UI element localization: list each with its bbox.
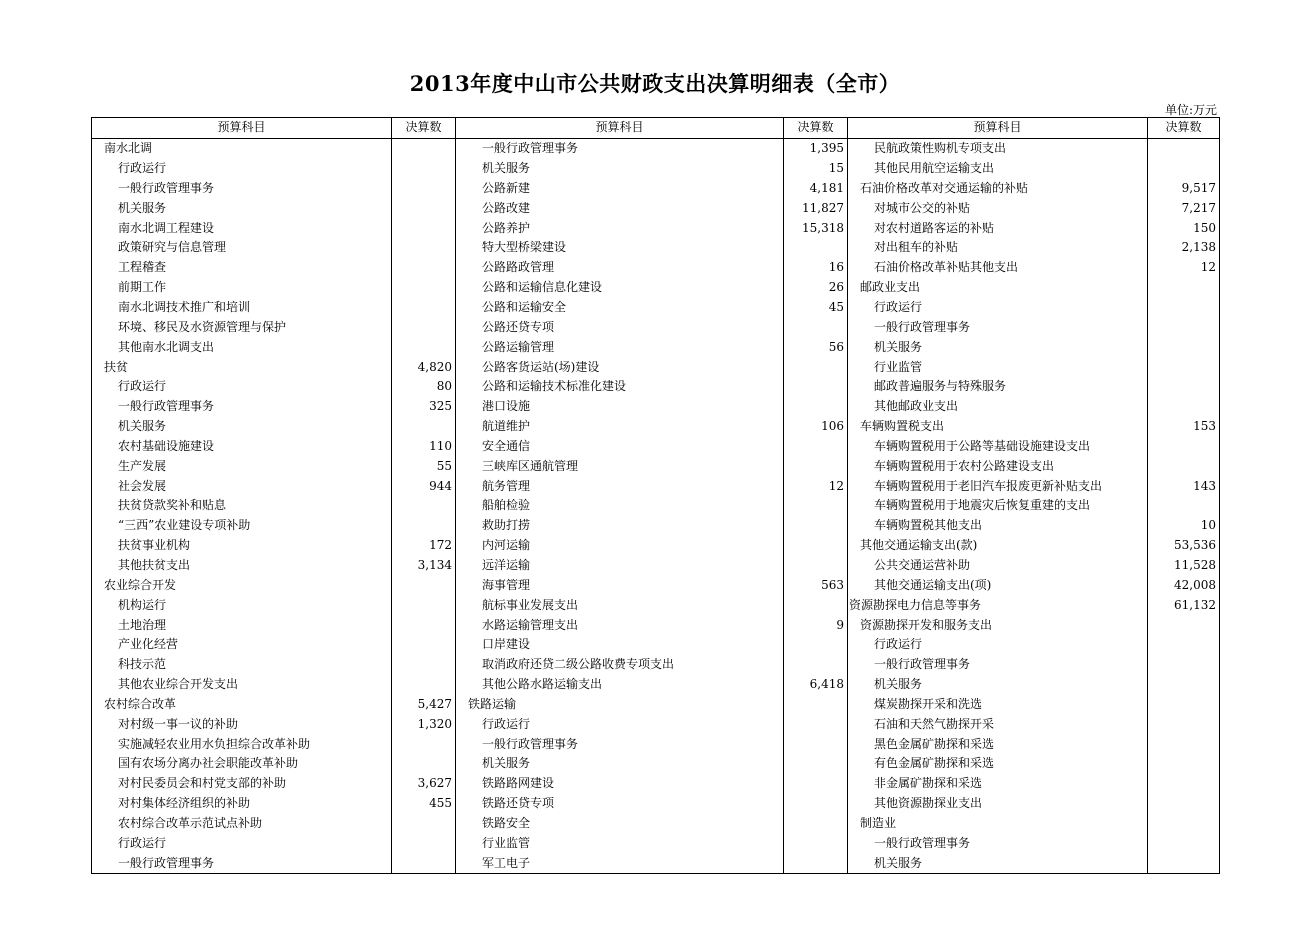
table-row	[92, 694, 1220, 714]
amount-cell	[1148, 456, 1220, 476]
table-row	[92, 675, 1220, 695]
table-header-row	[92, 118, 1220, 139]
amount-cell	[392, 179, 456, 199]
amount-cell: 110	[392, 437, 456, 457]
table-row	[92, 278, 1220, 298]
subject-cell: 海事管理	[456, 575, 784, 595]
unit-label: 单位:万元	[1164, 103, 1217, 117]
subject-cell: 对农村道路客运的补贴	[848, 218, 1148, 238]
subject-cell: 其他民用航空运输支出	[848, 159, 1148, 179]
subject-cell: 行业监管	[456, 833, 784, 853]
subject-cell: 对城市公交的补贴	[848, 198, 1148, 218]
table-row	[92, 714, 1220, 734]
subject-cell: 行政运行	[848, 635, 1148, 655]
subject-cell: 机构运行	[92, 595, 392, 615]
subject-cell: 机关服务	[848, 675, 1148, 695]
subject-cell: 安全通信	[456, 437, 784, 457]
subject-cell: 非金属矿勘探和采选	[848, 774, 1148, 794]
amount-cell	[1148, 496, 1220, 516]
subject-cell: 南水北调	[92, 138, 392, 158]
amount-cell	[1148, 754, 1220, 774]
amount-cell	[1148, 437, 1220, 457]
subject-cell: 三峡库区通航管理	[456, 456, 784, 476]
subject-cell: 南水北调工程建设	[92, 218, 392, 238]
table-row	[92, 437, 1220, 457]
subject-cell: 车辆购置税用于老旧汽车报废更新补贴支出	[848, 476, 1148, 496]
amount-cell: 150	[1148, 218, 1220, 238]
amount-cell	[392, 337, 456, 357]
subject-cell: 港口设施	[456, 397, 784, 417]
subject-cell: 石油价格改革对交通运输的补贴	[848, 179, 1148, 199]
amount-cell	[392, 575, 456, 595]
amount-cell	[392, 615, 456, 635]
subject-cell: 取消政府还贷二级公路收费专项支出	[456, 655, 784, 675]
subject-cell: 机关服务	[456, 754, 784, 774]
table-row	[92, 575, 1220, 595]
table-row	[92, 635, 1220, 655]
subject-cell: 一般行政管理事务	[92, 179, 392, 199]
amount-cell	[784, 714, 848, 734]
amount-cell	[784, 635, 848, 655]
table-row	[92, 218, 1220, 238]
subject-cell: 一般行政管理事务	[848, 655, 1148, 675]
header-subject-3: 预算科目	[848, 118, 1148, 139]
amount-cell	[784, 556, 848, 576]
amount-cell	[1148, 357, 1220, 377]
amount-cell	[1148, 159, 1220, 179]
subject-cell: 一般行政管理事务	[456, 138, 784, 158]
subject-cell: 公路新建	[456, 179, 784, 199]
amount-cell	[392, 317, 456, 337]
table-row	[92, 397, 1220, 417]
amount-cell: 3,627	[392, 774, 456, 794]
amount-cell	[1148, 734, 1220, 754]
amount-cell	[1148, 278, 1220, 298]
amount-cell: 563	[784, 575, 848, 595]
table-row	[92, 814, 1220, 834]
table-row	[92, 794, 1220, 814]
amount-cell: 6,418	[784, 675, 848, 695]
subject-cell: 车辆购置税用于农村公路建设支出	[848, 456, 1148, 476]
amount-cell	[784, 734, 848, 754]
subject-cell: 行政运行	[92, 159, 392, 179]
amount-cell: 455	[392, 794, 456, 814]
amount-cell	[784, 595, 848, 615]
amount-cell	[392, 278, 456, 298]
subject-cell: 公路和运输技术标准化建设	[456, 377, 784, 397]
amount-cell	[784, 655, 848, 675]
amount-cell	[1148, 397, 1220, 417]
subject-cell: 石油价格改革补贴其他支出	[848, 258, 1148, 278]
amount-cell	[784, 754, 848, 774]
subject-cell: 救助打捞	[456, 516, 784, 536]
amount-cell: 15,318	[784, 218, 848, 238]
amount-cell	[784, 694, 848, 714]
subject-cell: 其他南水北调支出	[92, 337, 392, 357]
subject-cell: 扶贫贷款奖补和贴息	[92, 496, 392, 516]
subject-cell: 铁路安全	[456, 814, 784, 834]
amount-cell	[392, 595, 456, 615]
amount-cell: 106	[784, 417, 848, 437]
table-row	[92, 556, 1220, 576]
table-row	[92, 833, 1220, 853]
subject-cell: 民航政策性购机专项支出	[848, 138, 1148, 158]
amount-cell: 143	[1148, 476, 1220, 496]
amount-cell	[784, 238, 848, 258]
amount-cell	[784, 516, 848, 536]
amount-cell	[392, 635, 456, 655]
table-row	[92, 159, 1220, 179]
amount-cell	[392, 218, 456, 238]
amount-cell: 944	[392, 476, 456, 496]
amount-cell	[1148, 337, 1220, 357]
table-row	[92, 734, 1220, 754]
amount-cell: 4,181	[784, 179, 848, 199]
subject-cell: 内河运输	[456, 536, 784, 556]
subject-cell: 车辆购置税支出	[848, 417, 1148, 437]
subject-cell: 公路还贷专项	[456, 317, 784, 337]
subject-cell: 前期工作	[92, 278, 392, 298]
table-row	[92, 298, 1220, 318]
header-subject-2: 预算科目	[456, 118, 784, 139]
amount-cell	[392, 198, 456, 218]
subject-cell: 其他交通运输支出(项)	[848, 575, 1148, 595]
subject-cell: 其他邮政业支出	[848, 397, 1148, 417]
table-row	[92, 198, 1220, 218]
amount-cell	[1148, 814, 1220, 834]
table-row	[92, 357, 1220, 377]
subject-cell: 公路客货运站(场)建设	[456, 357, 784, 377]
amount-cell: 12	[1148, 258, 1220, 278]
subject-cell: 公路路政管理	[456, 258, 784, 278]
table-row	[92, 496, 1220, 516]
amount-cell: 4,820	[392, 357, 456, 377]
table-row	[92, 516, 1220, 536]
subject-cell: 其他公路水路运输支出	[456, 675, 784, 695]
subject-cell: 生产发展	[92, 456, 392, 476]
subject-cell: 环境、移民及水资源管理与保护	[92, 317, 392, 337]
amount-cell: 1,320	[392, 714, 456, 734]
subject-cell: 农村综合改革示范试点补助	[92, 814, 392, 834]
amount-cell	[392, 496, 456, 516]
header-amount-1: 决算数	[392, 118, 456, 139]
subject-cell: 航务管理	[456, 476, 784, 496]
amount-cell	[1148, 298, 1220, 318]
subject-cell: 行政运行	[848, 298, 1148, 318]
amount-cell: 15	[784, 159, 848, 179]
amount-cell	[392, 675, 456, 695]
amount-cell: 80	[392, 377, 456, 397]
amount-cell	[1148, 675, 1220, 695]
subject-cell: 公共交通运营补助	[848, 556, 1148, 576]
amount-cell: 16	[784, 258, 848, 278]
amount-cell	[1148, 317, 1220, 337]
subject-cell: 其他扶贫支出	[92, 556, 392, 576]
amount-cell: 26	[784, 278, 848, 298]
amount-cell: 5,427	[392, 694, 456, 714]
amount-cell: 53,536	[1148, 536, 1220, 556]
amount-cell	[392, 655, 456, 675]
amount-cell: 11,528	[1148, 556, 1220, 576]
subject-cell: 公路养护	[456, 218, 784, 238]
table-row	[92, 476, 1220, 496]
amount-cell	[392, 516, 456, 536]
amount-cell: 1,395	[784, 138, 848, 158]
amount-cell: 42,008	[1148, 575, 1220, 595]
amount-cell	[392, 238, 456, 258]
subject-cell: 扶贫	[92, 357, 392, 377]
subject-cell: 对村集体经济组织的补助	[92, 794, 392, 814]
subject-cell: 行政运行	[92, 377, 392, 397]
subject-cell: 社会发展	[92, 476, 392, 496]
amount-cell	[1148, 377, 1220, 397]
subject-cell: 车辆购置税用于地震灾后恢复重建的支出	[848, 496, 1148, 516]
table-row	[92, 655, 1220, 675]
table-row	[92, 258, 1220, 278]
subject-cell: 一般行政管理事务	[456, 734, 784, 754]
subject-cell: 实施减轻农业用水负担综合改革补助	[92, 734, 392, 754]
table-row	[92, 377, 1220, 397]
amount-cell	[1148, 615, 1220, 635]
amount-cell: 55	[392, 456, 456, 476]
amount-cell	[1148, 774, 1220, 794]
subject-cell: 政策研究与信息管理	[92, 238, 392, 258]
subject-cell: 口岸建设	[456, 635, 784, 655]
subject-cell: 科技示范	[92, 655, 392, 675]
amount-cell: 12	[784, 476, 848, 496]
subject-cell: 农村综合改革	[92, 694, 392, 714]
table-row	[92, 456, 1220, 476]
amount-cell	[784, 317, 848, 337]
amount-cell	[392, 138, 456, 158]
amount-cell	[1148, 655, 1220, 675]
amount-cell	[784, 456, 848, 476]
amount-cell	[784, 833, 848, 853]
subject-cell: 机关服务	[456, 159, 784, 179]
subject-cell: 对村民委员会和村党支部的补助	[92, 774, 392, 794]
subject-cell: 黑色金属矿勘探和采选	[848, 734, 1148, 754]
table-row	[92, 754, 1220, 774]
amount-cell	[392, 159, 456, 179]
subject-cell: 工程稽查	[92, 258, 392, 278]
amount-cell	[1148, 138, 1220, 158]
amount-cell	[1148, 714, 1220, 734]
subject-cell: 机关服务	[848, 853, 1148, 873]
amount-cell: 56	[784, 337, 848, 357]
amount-cell	[784, 774, 848, 794]
amount-cell: 7,217	[1148, 198, 1220, 218]
subject-cell: 其他农业综合开发支出	[92, 675, 392, 695]
amount-cell	[392, 258, 456, 278]
subject-cell: 车辆购置税其他支出	[848, 516, 1148, 536]
subject-cell: 邮政普遍服务与特殊服务	[848, 377, 1148, 397]
subject-cell: 资源勘探电力信息等事务	[848, 595, 1148, 615]
amount-cell	[784, 397, 848, 417]
amount-cell: 9,517	[1148, 179, 1220, 199]
subject-cell: 产业化经营	[92, 635, 392, 655]
subject-cell: 军工电子	[456, 853, 784, 873]
subject-cell: 车辆购置税用于公路等基础设施建设支出	[848, 437, 1148, 457]
amount-cell	[392, 754, 456, 774]
amount-cell: 3,134	[392, 556, 456, 576]
subject-cell: 铁路还贷专项	[456, 794, 784, 814]
amount-cell: 11,827	[784, 198, 848, 218]
amount-cell: 172	[392, 536, 456, 556]
subject-cell: 公路运输管理	[456, 337, 784, 357]
subject-cell: 航道维护	[456, 417, 784, 437]
header-amount-3: 决算数	[1148, 118, 1220, 139]
subject-cell: 农村基础设施建设	[92, 437, 392, 457]
subject-cell: “三西”农业建设专项补助	[92, 516, 392, 536]
amount-cell	[392, 814, 456, 834]
subject-cell: 航标事业发展支出	[456, 595, 784, 615]
subject-cell: 有色金属矿勘探和采选	[848, 754, 1148, 774]
subject-cell: 农业综合开发	[92, 575, 392, 595]
subject-cell: 远洋运输	[456, 556, 784, 576]
table-row	[92, 595, 1220, 615]
subject-cell: 一般行政管理事务	[848, 317, 1148, 337]
header-subject-1: 预算科目	[92, 118, 392, 139]
amount-cell	[392, 734, 456, 754]
amount-cell	[1148, 833, 1220, 853]
subject-cell: 公路和运输安全	[456, 298, 784, 318]
subject-cell: 邮政业支出	[848, 278, 1148, 298]
table-row	[92, 138, 1220, 158]
amount-cell	[784, 377, 848, 397]
amount-cell	[784, 496, 848, 516]
amount-cell: 9	[784, 615, 848, 635]
amount-cell	[392, 417, 456, 437]
amount-cell	[784, 536, 848, 556]
subject-cell: 一般行政管理事务	[848, 833, 1148, 853]
subject-cell: 对村级一事一议的补助	[92, 714, 392, 734]
amount-cell	[784, 437, 848, 457]
table-row	[92, 417, 1220, 437]
table-body	[92, 138, 1220, 873]
subject-cell: 行政运行	[92, 833, 392, 853]
subject-cell: 机关服务	[92, 417, 392, 437]
table-row	[92, 536, 1220, 556]
table-row	[92, 615, 1220, 635]
subject-cell: 公路改建	[456, 198, 784, 218]
subject-cell: 行政运行	[456, 714, 784, 734]
amount-cell	[1148, 853, 1220, 873]
amount-cell: 45	[784, 298, 848, 318]
amount-cell: 10	[1148, 516, 1220, 536]
subject-cell: 扶贫事业机构	[92, 536, 392, 556]
header-amount-2: 决算数	[784, 118, 848, 139]
subject-cell: 资源勘探开发和服务支出	[848, 615, 1148, 635]
subject-cell: 机关服务	[848, 337, 1148, 357]
table-row	[92, 317, 1220, 337]
amount-cell	[1148, 694, 1220, 714]
amount-cell	[392, 833, 456, 853]
subject-cell: 船舶检验	[456, 496, 784, 516]
expenditure-table	[91, 117, 1220, 874]
subject-cell: 其他交通运输支出(款)	[848, 536, 1148, 556]
table-row	[92, 238, 1220, 258]
page-title: 2013年度中山市公共财政支出决算明细表（全市）	[409, 71, 901, 96]
subject-cell: 对出租车的补贴	[848, 238, 1148, 258]
subject-cell: 水路运输管理支出	[456, 615, 784, 635]
table-row	[92, 179, 1220, 199]
subject-cell: 制造业	[848, 814, 1148, 834]
subject-cell: 铁路运输	[456, 694, 784, 714]
amount-cell	[784, 853, 848, 873]
subject-cell: 行业监管	[848, 357, 1148, 377]
subject-cell: 公路和运输信息化建设	[456, 278, 784, 298]
subject-cell: 铁路路网建设	[456, 774, 784, 794]
subject-cell: 机关服务	[92, 198, 392, 218]
subject-cell: 特大型桥梁建设	[456, 238, 784, 258]
subject-cell: 石油和天然气勘探开采	[848, 714, 1148, 734]
amount-cell	[784, 357, 848, 377]
amount-cell	[392, 298, 456, 318]
amount-cell: 325	[392, 397, 456, 417]
amount-cell	[392, 853, 456, 873]
subject-cell: 一般行政管理事务	[92, 853, 392, 873]
subject-cell: 煤炭勘探开采和洗选	[848, 694, 1148, 714]
table-row	[92, 337, 1220, 357]
amount-cell: 2,138	[1148, 238, 1220, 258]
subject-cell: 国有农场分离办社会职能改革补助	[92, 754, 392, 774]
subject-cell: 土地治理	[92, 615, 392, 635]
amount-cell	[1148, 635, 1220, 655]
amount-cell	[784, 814, 848, 834]
subject-cell: 一般行政管理事务	[92, 397, 392, 417]
amount-cell: 153	[1148, 417, 1220, 437]
amount-cell	[784, 794, 848, 814]
subject-cell: 南水北调技术推广和培训	[92, 298, 392, 318]
subject-cell: 其他资源勘探业支出	[848, 794, 1148, 814]
table-row	[92, 853, 1220, 873]
amount-cell	[1148, 794, 1220, 814]
table-row	[92, 774, 1220, 794]
amount-cell: 61,132	[1148, 595, 1220, 615]
